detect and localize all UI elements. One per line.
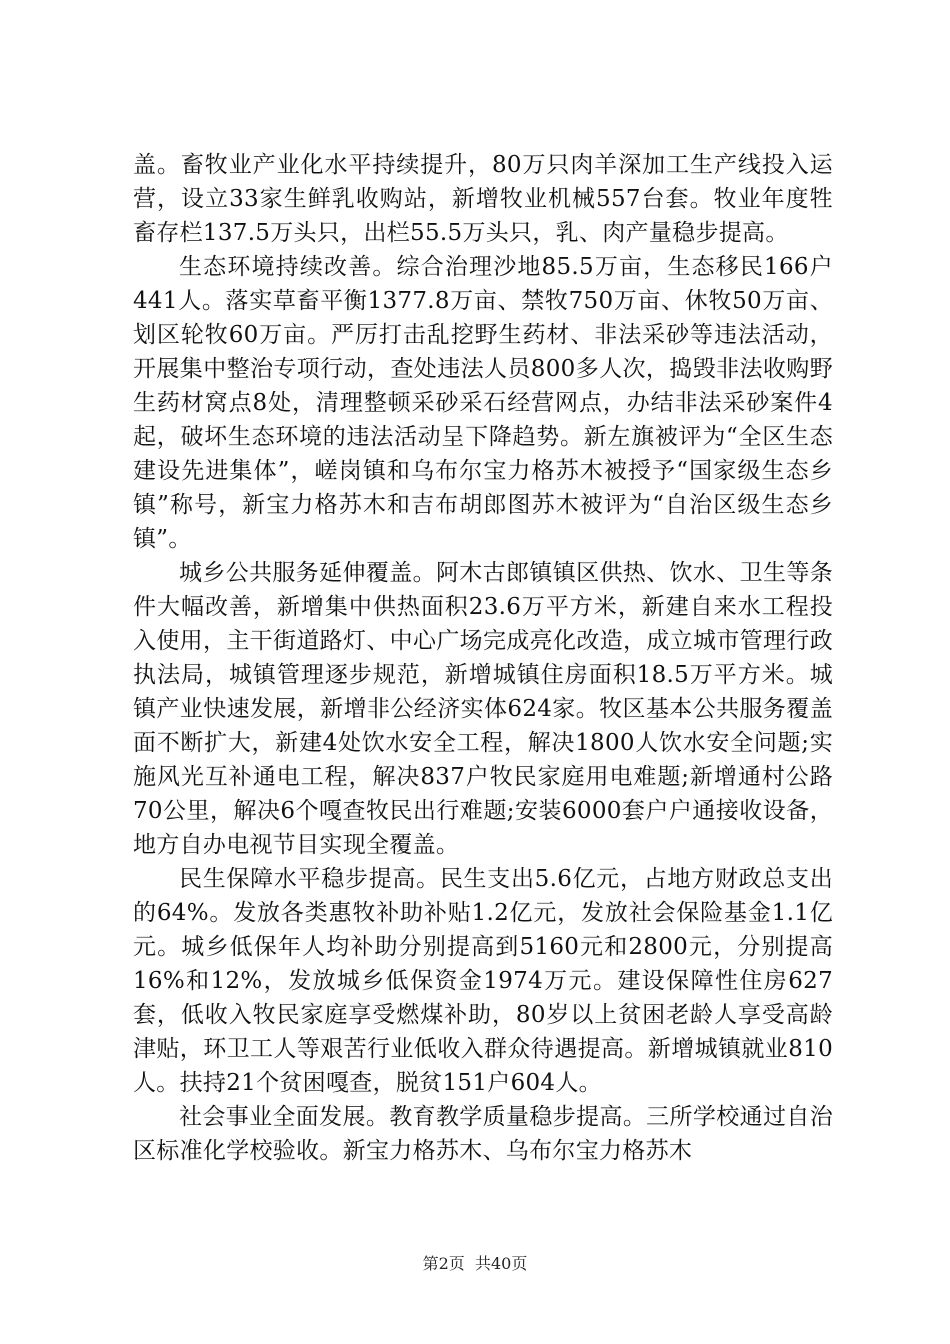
document-body <box>133 148 833 1168</box>
paragraph-livelihood: 民生保障水平稳步提高。民生支出5.6亿元，占地方财政总支出的64%。发放各类惠牧补助补贴1.2亿元，发放社会保险基金1.1亿元。城乡低保年人均补助分别提高到5160元和2800元，分别提高16%和12%，发放城乡低保资金1974万元。建设保障性住房627套，低收入牧民家庭享受燃煤补助，80岁以上贫困老龄人享受高龄津贴，环卫工人等艰苦行业低收入群众待遇提高。新增城镇就业810人。扶持21个贫困嘎查，脱贫151户604人。 <box>133 866 833 1096</box>
paragraph-livestock: 盖。畜牧业产业化水平持续提升，80万只肉羊深加工生产线投入运营，设立33家生鲜乳收购站，新增牧业机械557台套。牧业年度牲畜存栏137.5万头只，出栏55.5万头只，乳、肉产量稳步提高。 <box>133 152 833 246</box>
paragraph-public-services: 城乡公共服务延伸覆盖。阿木古郎镇镇区供热、饮水、卫生等条件大幅改善，新增集中供热面积23.6万平方米，新建自来水工程投入使用，主干街道路灯、中心广场完成亮化改造，成立城市管理行政执法局，城镇管理逐步规范，新增城镇住房面积18.5万平方米。城镇产业快速发展，新增非公经济实体624家。牧区基本公共服务覆盖面不断扩大，新建4处饮水安全工程，解决1800人饮水安全问题;实施风光互补通电工程，解决837户牧民家庭用电难题;新增通村公路70公里，解决6个嘎查牧民出行难题;安装6000套户户通接收设备，地方自办电视节目实现全覆盖。 <box>133 560 833 858</box>
paragraph-ecology: 生态环境持续改善。综合治理沙地85.5万亩，生态移民166户441人。落实草畜平衡1377.8万亩、禁牧750万亩、休牧50万亩、划区轮牧60万亩。严厉打击乱挖野生药材、非法采砂等违法活动，开展集中整治专项行动，查处违法人员800多人次，捣毁非法收购野生药材窝点8处，清理整顿采砂采石经营网点，办结非法采砂案件4起，破坏生态环境的违法活动呈下降趋势。新左旗被评为“全区生态建设先进集体”，嵯岗镇和乌布尔宝力格苏木被授予“国家级生态乡镇”称号，新宝力格苏木和吉布胡郎图苏木被评为“自治区级生态乡镇”。 <box>133 254 833 552</box>
footer-spacer <box>465 1254 475 1273</box>
total-pages: 共40页 <box>474 1254 528 1273</box>
page-number: 第2页 <box>422 1254 465 1273</box>
page-footer <box>0 1254 950 1274</box>
paragraph-social-affairs: 社会事业全面发展。教育教学质量稳步提高。三所学校通过自治区标准化学校验收。新宝力格苏木、乌布尔宝力格苏木 <box>133 1104 833 1164</box>
